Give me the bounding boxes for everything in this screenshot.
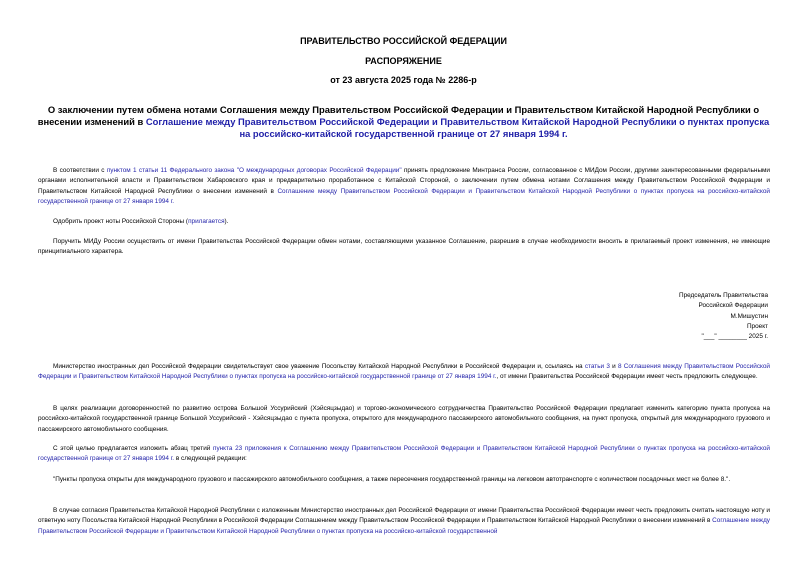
government-heading: ПРАВИТЕЛЬСТВО РОССИЙСКОЙ ФЕДЕРАЦИИ xyxy=(300,36,507,46)
p1-text-2: принять предложение Минтранса России, согласованное с МИДом России, другими заинтересованными федеральными органами исполнительной власти и Правительством Хабаровского края и предварительно проработанное с Китайской Стороной, о заключении путем обмена нотами Соглашения между Правительством Российской Федерации и Правительством Китайской Народной Республики о внесении изменений в xyxy=(38,167,771,195)
p1-text-1: В соответствии с xyxy=(53,167,107,174)
title-text: О заключении путем обмена нотами Соглашения между Правительством Российской Федерации и Правительством Китайской Народной Республики о внесении изменений в xyxy=(37,104,760,127)
signature-line-2: Российской Федерации xyxy=(698,302,768,310)
paragraph-1 xyxy=(38,166,770,207)
p4-text-2: и xyxy=(609,363,618,370)
signature-line-1: Председатель Правительства xyxy=(679,292,768,299)
signature-block xyxy=(568,291,768,342)
paragraph-7: "Пункты пропуска открыты для международного грузового и пассажирского автомобильного сообщения, а также пересечения государственной границы на легковом автотранспорте с количеством посадочных мест не более 8.". xyxy=(53,476,731,483)
paragraph-3: Поручить МИДу России осуществить от имени Правительства Российской Федерации обмен нотами, составляющими указанное Соглашение, разрешив в случае необходимости вносить в прилагаемый проект изменения, не имеющие принципиального характера. xyxy=(38,238,770,256)
p2-text-2: ). xyxy=(224,218,229,225)
paragraph-5: В целях реализации договоренностей по развитию острова Большой Уссурийский (Хэйсяцзыдао) и торгово-экономического сотрудничества Правительство Российской Федерации предлагает изменить категорию пункта пропуска на российско-китайской государственной границе Большой Уссурийский - Хэйсяцзыдао с пункта пропуска, открытого для международного пассажирского автомобильного сообщения, на пункт пропуска, открытый для международного грузового и пассажирского автомобильного сообщения. xyxy=(38,405,770,433)
p2-text-1: Одобрить проект ноты Российской Стороны ( xyxy=(53,218,189,225)
p4-agreement-link[interactable]: Соглашения между Правительством Российской Федерации и Правительством Китайской Народной Республики о пунктах пропуска на российско-китайской государственной границе от 27 января 1994 г. xyxy=(38,363,770,381)
title-agreement-link[interactable]: Соглашение между Правительством Российской Федерации и Правительством Китайской Народной Республики о пунктах пропуска на российско-китайской государственной границе от 27 января 1994 г. xyxy=(145,116,770,139)
p8-text-1: В случае согласия Правительства Китайской Народной Республики с изложенным Министерство иностранных дел Российской Федерации от имени Правительства Российской Федерации имеет честь предложить считать настоящую ноту и ответную ноту Посольства Китайской Народной Республики в Российской Федерации Соглашением между Правительством Российской Федерации и Правительством Китайской Народной Республики о внесении изменений в xyxy=(38,507,770,525)
paragraph-6 xyxy=(38,444,770,465)
paragraph-4 xyxy=(38,362,770,383)
p8-agreement-link[interactable]: Соглашение между Правительством Российской Федерации и Правительством Китайской Народной Республики о пунктах пропуска на российско-китайской государственной xyxy=(38,517,771,535)
paragraph-2 xyxy=(38,217,770,227)
p4-text-1: Министерство иностранных дел Российской Федерации свидетельствует свое уважение Посольству Китайской Народной Республики в Российской Федерации и, ссылаясь на xyxy=(53,363,585,370)
article-8-link[interactable]: 8 xyxy=(617,363,622,370)
federal-law-link[interactable]: пунктом 1 статьи 11 Федерального закона "О международных договорах Российской Федерации" xyxy=(106,167,402,174)
doc-type-heading: РАСПОРЯЖЕНИЕ xyxy=(365,56,442,66)
p1-agreement-link[interactable]: Соглашение между Правительством Российской Федерации и Правительством Китайской Народной Республики о пунктах пропуска на российско-китайской государственной границе от 27 января 1994 г. xyxy=(38,187,770,205)
signature-line-3: М.Мишустин xyxy=(730,312,768,320)
p6-text-1: С этой целью предлагается изложить абзац третий xyxy=(53,445,213,452)
p6-text-2: в следующей редакции: xyxy=(174,455,247,463)
item-23-link[interactable]: пункта 23 приложения к Соглашению между Правительством Российской Федерации и Правительством Китайской Народной Республики о пунктах пропуска на российско-китайской государственной границе от 27 января 1994 г. xyxy=(38,445,771,463)
date-number: от 23 августа 2025 года № 2286-р xyxy=(330,75,477,85)
p4-text-4: , от имени Правительства Российской Федерации имеет честь предложить следующее. xyxy=(496,373,758,381)
document-title xyxy=(36,104,771,140)
signature-line-4: Проект xyxy=(746,322,768,330)
paragraph-8 xyxy=(38,506,770,537)
attached-link[interactable]: прилагается xyxy=(188,218,225,225)
signature-line-5: "___" ________ 2025 г. xyxy=(701,333,768,341)
article-3-link[interactable]: статьи 3 xyxy=(584,363,610,370)
